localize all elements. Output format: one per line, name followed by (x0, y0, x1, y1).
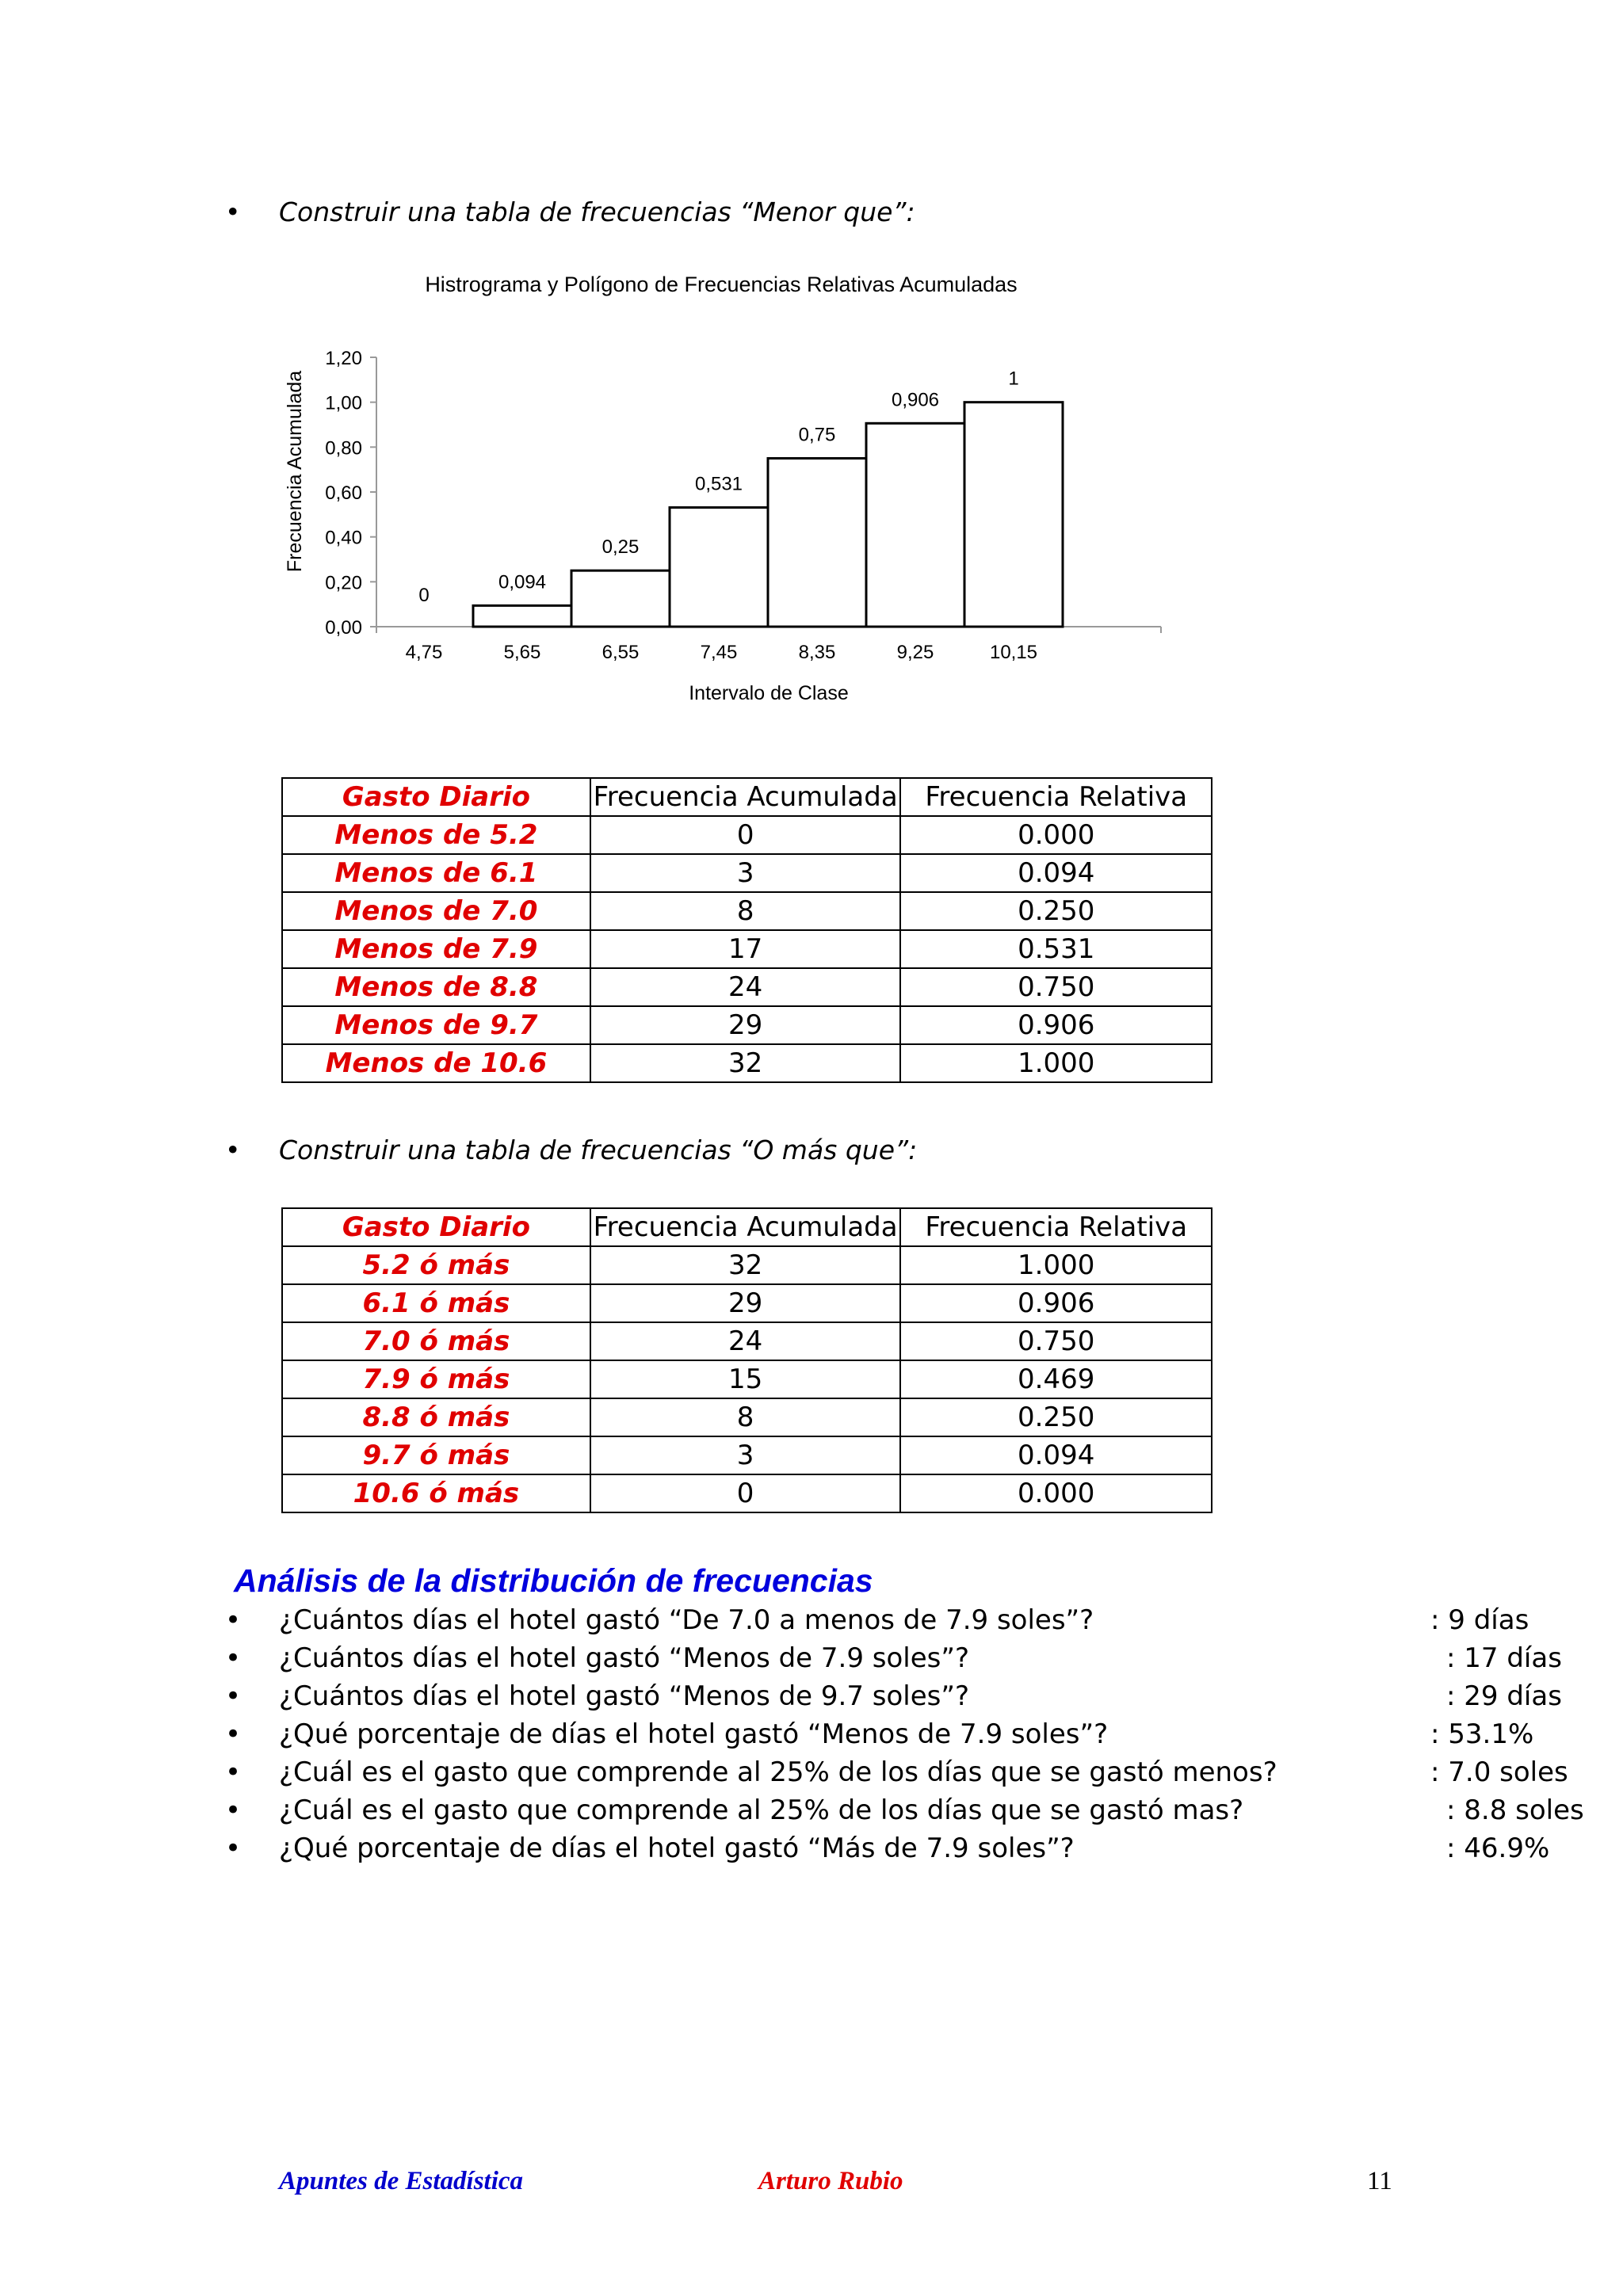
analysis-question: ¿Qué porcentaje de días el hotel gastó “Más de 7.9 soles”? (279, 1833, 1075, 1864)
y-tick-label: 0,40 (325, 527, 362, 549)
cell-frecuencia-acumulada: 3 (590, 854, 901, 892)
table-row (282, 1044, 1212, 1082)
analysis-answer: : 46.9% (1446, 1833, 1550, 1864)
cell-gasto-diario: 10.6 ó más (282, 1474, 590, 1512)
histogram-bar (964, 402, 1063, 627)
header-gasto-diario: Gasto Diario (282, 1208, 590, 1246)
bullet-glyph: • (225, 1756, 242, 1788)
cell-gasto-diario: Menos de 8.8 (282, 968, 590, 1006)
cell-frecuencia-acumulada: 24 (590, 1322, 901, 1360)
cell-frecuencia-acumulada: 8 (590, 1398, 901, 1436)
histogram-bar (571, 570, 670, 627)
table-row (282, 1360, 1212, 1398)
header-gasto-diario: Gasto Diario (282, 778, 590, 816)
footer-author: Arturo Rubio (758, 2167, 903, 2195)
table-row (282, 1246, 1212, 1284)
bullet-glyph: • (225, 1680, 242, 1712)
cell-frecuencia-relativa: 0.906 (900, 1284, 1212, 1322)
cell-frecuencia-relativa: 1.000 (900, 1246, 1212, 1284)
cell-frecuencia-relativa: 1.000 (900, 1044, 1212, 1082)
analysis-answer: : 8.8 soles (1446, 1794, 1584, 1826)
bullet-glyph: • (225, 1642, 242, 1674)
cell-gasto-diario: Menos de 6.1 (282, 854, 590, 892)
cell-gasto-diario: Menos de 9.7 (282, 1006, 590, 1044)
cell-gasto-diario: Menos de 5.2 (282, 816, 590, 854)
cell-frecuencia-relativa: 0.000 (900, 1474, 1212, 1512)
header-frecuencia-acumulada: Frecuencia Acumulada (590, 778, 901, 816)
x-tick-label: 4,75 (405, 642, 443, 663)
analysis-item (225, 1756, 1568, 1794)
bar-data-label: 0,531 (694, 473, 743, 495)
x-tick-label: 7,45 (700, 642, 738, 663)
table-row (282, 892, 1212, 930)
bullet-menor-que-text: Construir una tabla de frecuencias “Menor que”: (279, 196, 915, 227)
table-menor-que (281, 777, 1212, 1083)
table-row (282, 1398, 1212, 1436)
bullet-glyph: • (225, 1833, 242, 1864)
analysis-item (225, 1604, 1529, 1642)
y-tick-label: 1,00 (325, 392, 362, 414)
bar-data-label: 0,75 (798, 424, 836, 446)
chart-x-axis-label: Intervalo de Clase (689, 682, 849, 704)
cell-frecuencia-acumulada: 15 (590, 1360, 901, 1398)
bullet-glyph: • (225, 1604, 242, 1636)
bar-data-label: 0 (418, 585, 430, 606)
cell-gasto-diario: 9.7 ó más (282, 1436, 590, 1474)
analysis-answer: : 17 días (1446, 1642, 1562, 1674)
cumulative-histogram-chart (269, 261, 1189, 705)
histogram-bar (473, 605, 571, 627)
bar-data-label: 1 (1008, 368, 1019, 390)
table-row (282, 1284, 1212, 1322)
histogram-bar (670, 508, 768, 627)
x-tick-label: 9,25 (896, 642, 934, 663)
cell-gasto-diario: 8.8 ó más (282, 1398, 590, 1436)
cell-frecuencia-acumulada: 8 (590, 892, 901, 930)
table-row (282, 854, 1212, 892)
analysis-question: ¿Cuántos días el hotel gastó “Menos de 9.7 soles”? (279, 1680, 970, 1712)
cell-gasto-diario: 5.2 ó más (282, 1246, 590, 1284)
x-tick-label: 10,15 (989, 642, 1038, 663)
cell-frecuencia-relativa: 0.094 (900, 1436, 1212, 1474)
table-row (282, 930, 1212, 968)
cell-gasto-diario: 7.0 ó más (282, 1322, 590, 1360)
analysis-item (225, 1833, 1550, 1871)
analysis-question-list (225, 1604, 1584, 1871)
table-row (282, 968, 1212, 1006)
analysis-item (225, 1718, 1534, 1756)
cell-frecuencia-acumulada: 24 (590, 968, 901, 1006)
bar-data-label: 0,094 (498, 571, 547, 593)
cell-frecuencia-relativa: 0.094 (900, 854, 1212, 892)
y-tick-label: 1,20 (325, 348, 362, 369)
bullet-glyph: • (225, 1135, 241, 1165)
analysis-item (225, 1642, 1562, 1680)
footer-page-number: 11 (1367, 2167, 1392, 2195)
histogram-bar (866, 423, 964, 627)
cell-gasto-diario: Menos de 10.6 (282, 1044, 590, 1082)
cell-frecuencia-relativa: 0.750 (900, 1322, 1212, 1360)
cell-frecuencia-acumulada: 3 (590, 1436, 901, 1474)
analysis-question: ¿Qué porcentaje de días el hotel gastó “Menos de 7.9 soles”? (279, 1718, 1109, 1750)
y-tick-label: 0,80 (325, 437, 362, 460)
header-frecuencia-relativa: Frecuencia Relativa (900, 1208, 1212, 1246)
cell-frecuencia-acumulada: 32 (590, 1246, 901, 1284)
analysis-answer: : 29 días (1446, 1680, 1562, 1712)
chart-title: Histrograma y Polígono de Frecuencias Relativas Acumuladas (425, 273, 1018, 296)
x-tick-label: 8,35 (798, 642, 836, 663)
footer-book-title: Apuntes de Estadística (279, 2167, 524, 2195)
cell-frecuencia-acumulada: 32 (590, 1044, 901, 1082)
cell-frecuencia-acumulada: 17 (590, 930, 901, 968)
cell-frecuencia-relativa: 0.750 (900, 968, 1212, 1006)
cell-frecuencia-relativa: 0.531 (900, 930, 1212, 968)
analysis-question: ¿Cuántos días el hotel gastó “Menos de 7.9 soles”? (279, 1642, 970, 1674)
table-row (282, 1436, 1212, 1474)
header-frecuencia-relativa: Frecuencia Relativa (900, 778, 1212, 816)
cell-gasto-diario: Menos de 7.9 (282, 930, 590, 968)
analysis-item (225, 1794, 1584, 1833)
cell-frecuencia-acumulada: 0 (590, 1474, 901, 1512)
cell-frecuencia-acumulada: 29 (590, 1006, 901, 1044)
x-tick-label: 6,55 (601, 642, 640, 663)
analysis-answer: : 53.1% (1430, 1718, 1534, 1750)
analysis-title: Análisis de la distribución de frecuencias (234, 1562, 873, 1599)
table-row (282, 1474, 1212, 1512)
table-row (282, 816, 1212, 854)
y-tick-label: 0,20 (325, 572, 362, 594)
cell-gasto-diario: 6.1 ó más (282, 1284, 590, 1322)
table-row (282, 1322, 1212, 1360)
histogram-bar (768, 459, 866, 627)
table-o-mas-que (281, 1207, 1212, 1513)
bar-data-label: 0,906 (891, 389, 940, 411)
chart-y-axis-label: Frecuencia Acumulada (284, 370, 306, 573)
analysis-question: ¿Cuál es el gasto que comprende al 25% de los días que se gastó menos? (279, 1756, 1277, 1788)
cell-frecuencia-acumulada: 0 (590, 816, 901, 854)
cell-frecuencia-relativa: 0.250 (900, 892, 1212, 930)
cell-gasto-diario: Menos de 7.0 (282, 892, 590, 930)
analysis-item (225, 1680, 1562, 1718)
bullet-glyph: • (225, 196, 241, 227)
bullet-glyph: • (225, 1794, 242, 1826)
analysis-question: ¿Cuántos días el hotel gastó “De 7.0 a menos de 7.9 soles”? (279, 1604, 1094, 1636)
cell-frecuencia-relativa: 0.469 (900, 1360, 1212, 1398)
cell-frecuencia-acumulada: 29 (590, 1284, 901, 1322)
cell-frecuencia-relativa: 0.000 (900, 816, 1212, 854)
header-frecuencia-acumulada: Frecuencia Acumulada (590, 1208, 901, 1246)
bullet-glyph: • (225, 1718, 242, 1750)
bar-data-label: 0,25 (601, 536, 640, 559)
y-tick-label: 0,60 (325, 482, 362, 504)
table-header-row (282, 1208, 1212, 1246)
bullet-o-mas-que-text: Construir una tabla de frecuencias “O más que”: (279, 1135, 918, 1165)
table-row (282, 1006, 1212, 1044)
x-tick-label: 5,65 (503, 642, 541, 663)
analysis-answer: : 7.0 soles (1430, 1756, 1568, 1788)
cell-frecuencia-relativa: 0.250 (900, 1398, 1212, 1436)
table-header-row (282, 778, 1212, 816)
analysis-question: ¿Cuál es el gasto que comprende al 25% de los días que se gastó mas? (279, 1794, 1244, 1826)
cell-frecuencia-relativa: 0.906 (900, 1006, 1212, 1044)
y-tick-label: 0,00 (325, 617, 362, 639)
cell-gasto-diario: 7.9 ó más (282, 1360, 590, 1398)
analysis-answer: : 9 días (1430, 1604, 1529, 1636)
